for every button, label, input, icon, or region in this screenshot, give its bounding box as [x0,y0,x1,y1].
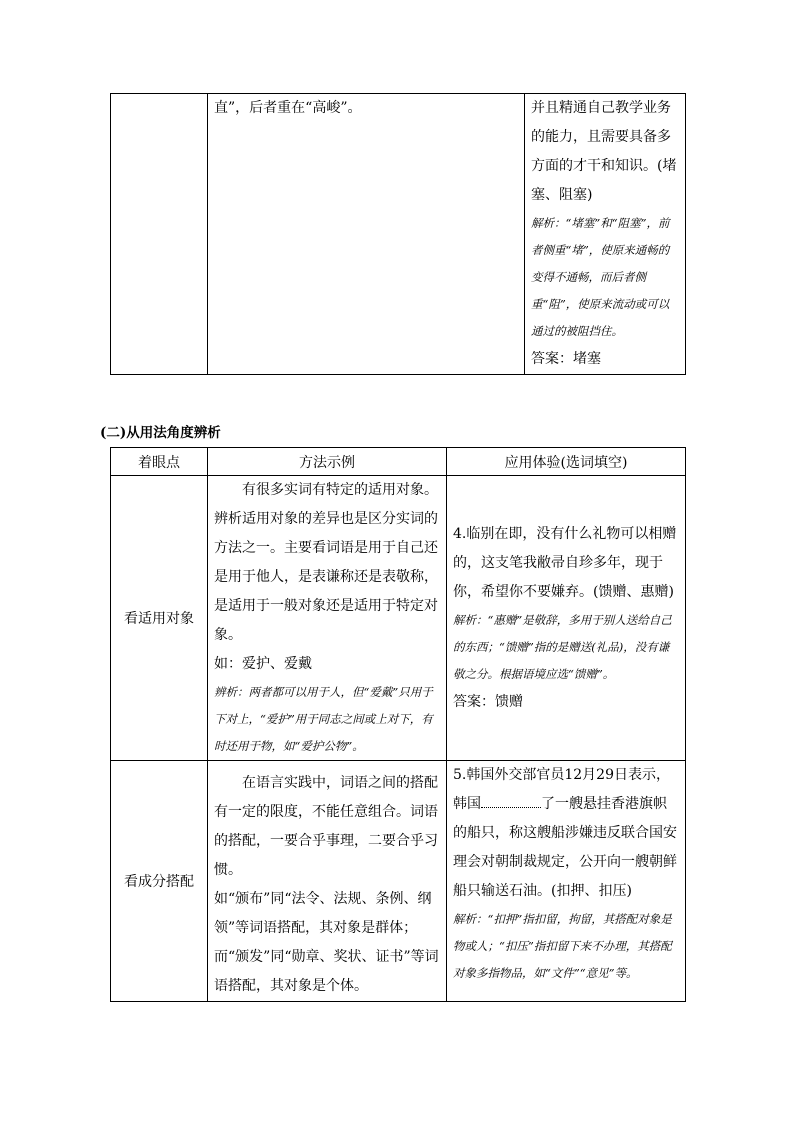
top-table-label-cell [111,94,208,375]
top-table-application-cell [525,94,686,375]
method-body: 在语言实践中，词语之间的搭配有一定的限度，不能任意组合。词语的搭配，一要合乎事理，二要合乎习惯。 [214,775,438,878]
application-body [453,761,679,906]
method-example: 如“颁布”同“法令、法规、条例、纲领”等词语搭配，其对象是群体；而“颁发”同“勋章、奖状、证书”等词语搭配，其对象是个体。 [214,891,439,994]
header-application: 应用体验(选词填空) [447,448,686,476]
usage-table [110,447,686,1002]
application-note: 解析：“扣押”指扣留，拘留，其搭配对象是物或人；“扣压”指扣留下来不办理，其搭配对象多指物品，如“文件”“意见”等。 [453,912,672,980]
top-application-note: 解析：“堵塞”和“阻塞”，前者侧重“堵”，使原来通畅的变得不通畅，而后者侧重“阻”，使原来流动或可以通过的被阻挡住。 [531,216,670,338]
method-example: 如：爱护、爱戴 [214,656,312,672]
application-body-start: 5.韩国外交部官员12月29日表示，韩国 [453,767,670,812]
application-cell [447,761,686,1002]
top-application-answer: 答案：堵塞 [531,351,601,367]
section-title: (二)从用法角度辨析 [100,425,221,441]
header-focus: 着眼点 [111,448,208,476]
top-method-text: 直”，后者重在“高峻”。 [214,100,362,116]
table-header-row [111,448,686,476]
application-answer: 答案：馈赠 [453,693,523,710]
method-body: 有很多实词有特定的适用对象。辨析适用对象的差异也是区分实词的方法之一。主要看词语是用于自己还是用于他人，是表谦称还是表敬称，是适用于一般对象还是适用于特定对象。 [214,482,438,643]
table-row [111,761,686,1002]
method-cell [208,476,447,761]
row-label: 看成分搭配 [111,761,208,1002]
top-table-method-cell [208,94,525,375]
method-cell [208,761,447,1002]
top-table [110,93,686,375]
table-row [111,476,686,761]
fill-blank [481,795,541,808]
application-body: 4.临别在即，没有什么礼物可以相赠的，这支笔我敝帚自珍多年，现于你，希望你不要嫌弃。(馈赠、惠赠) [453,525,677,600]
top-application-text: 并且精通自己教学业务的能力，且需要具备多方面的才干和知识。(堵塞、阻塞) [531,100,677,203]
application-body-end: 了一艘悬挂香港旗帜的船只，称这艘船涉嫌违反联合国安理会对朝制裁规定，公开向一艘朝鲜船只输送石油。(扣押、扣压) [453,796,677,899]
row-label: 看适用对象 [111,476,208,761]
application-note: 解析：“惠赠”是敬辞，多用于别人送给自己的东西；“馈赠”指的是赠送(礼品)，没有谦敬之分。根据语境应选“馈赠”。 [453,612,672,681]
application-cell [447,476,686,761]
method-note: 辨析：两者都可以用于人，但“爱戴”只用于下对上，“爱护”用于同志之间或上对下，有时还用于物，如“爱护公物”。 [214,685,433,753]
header-method: 方法示例 [208,448,447,476]
